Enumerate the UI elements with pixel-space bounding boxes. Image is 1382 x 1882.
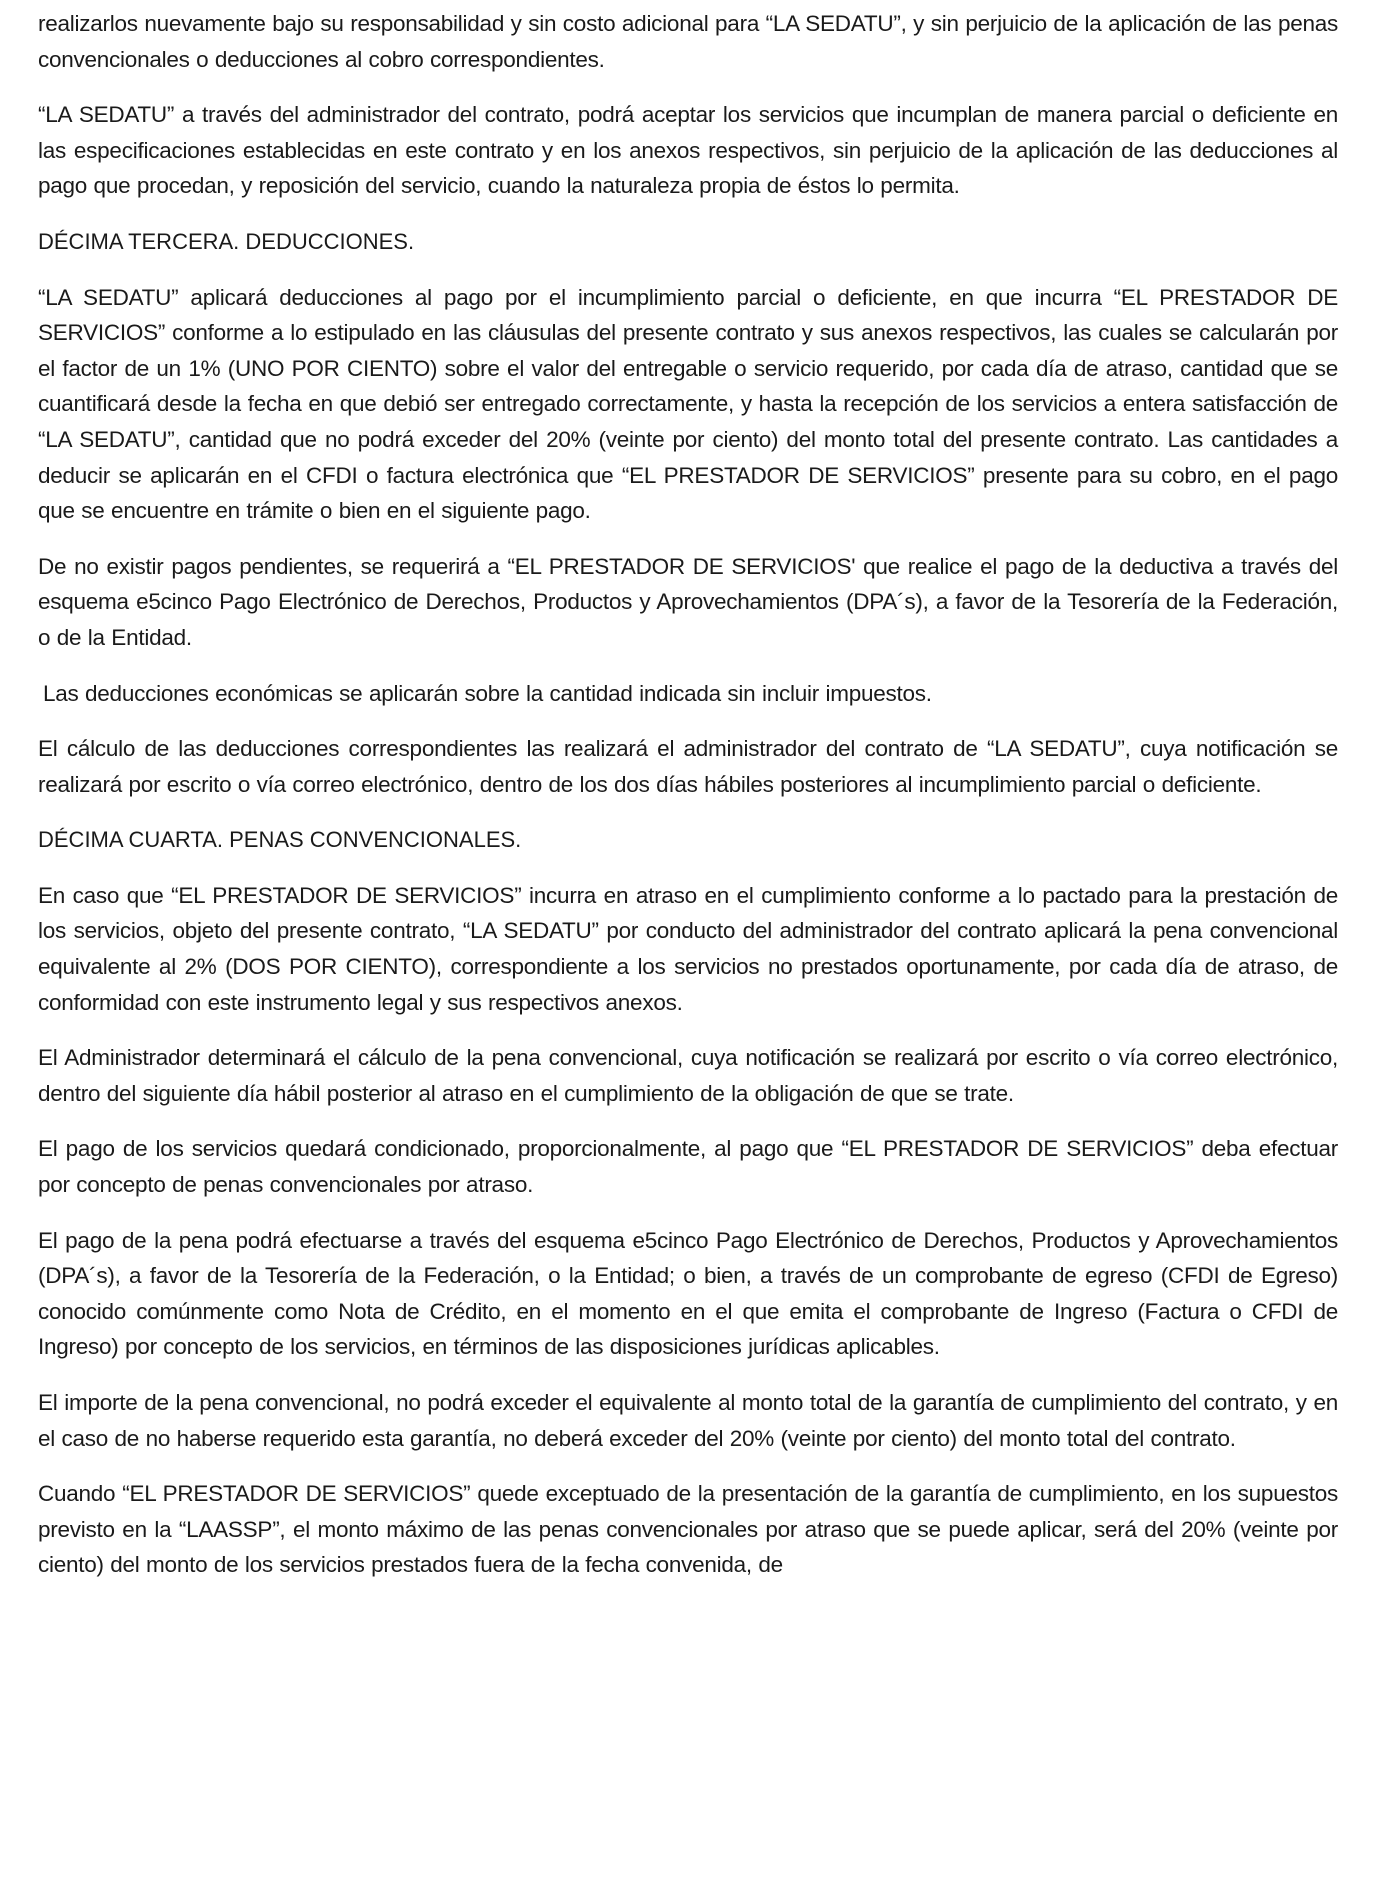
paragraph-guarantee-exception: Cuando “EL PRESTADOR DE SERVICIOS” quede exceptuado de la presentación de la garantía de cumplimiento, en los supuestos previsto en la “LAASSP”, el monto máximo de las penas convencionales por atraso que se puede aplicar, será del 20% (veinte por ciento) del monto de los servicios prestados fuera de la fecha convenida, de bbox=[38, 1481, 1338, 1578]
paragraph-no-pending-payments: De no existir pagos pendientes, se requerirá a “EL PRESTADOR DE SERVICIOS' que realice el pago de la deductiva a través del esquema e5cinco Pago Electrónico de Derechos, Productos y Aprovechamientos (DPA´s), a favor de la Tesorería de la Federación, o de la Entidad. bbox=[38, 553, 1338, 650]
paragraph-responsibility: realizarlos nuevamente bajo su responsabilidad y sin costo adicional para “LA SEDATU”, y sin perjuicio de la aplicación de las penas convencionales o deducciones al cobro correspondientes. bbox=[38, 11, 1338, 72]
paragraph-deductions-calculation: El cálculo de las deducciones correspondientes las realizará el administrador del contrato de “LA SEDATU”, cuya notificación se realizará por escrito o vía correo electrónico, dentro de los dos días hábiles posteriores al incumplimiento parcial o deficiente. bbox=[38, 736, 1338, 797]
paragraph-penalty-rate: En caso que “EL PRESTADOR DE SERVICIOS” incurra en atraso en el cumplimiento conforme a lo pactado para la prestación de los servicios, objeto del presente contrato, “LA SEDATU” por conducto del administrador del contrato aplicará la pena convencional equivalente al 2% (DOS POR CIENTO), correspondiente a los servicios no prestados oportunamente, por cada día de atraso, de conformidad con este instrumento legal y sus respectivos anexos. bbox=[38, 882, 1338, 1015]
paragraph-deductions-taxes: Las deducciones económicas se aplicarán sobre la cantidad indicada sin incluir impuestos. bbox=[43, 680, 932, 706]
section-heading-penas-convencionales: DÉCIMA CUARTA. PENAS CONVENCIONALES. bbox=[38, 827, 522, 853]
paragraph-payment-conditioned: El pago de los servicios quedará condicionado, proporcionalmente, al pago que “EL PRESTADOR DE SERVICIOS” deba efectuar por concepto de penas convencionales por atraso. bbox=[38, 1136, 1338, 1198]
section-heading-deducciones: DÉCIMA TERCERA. DEDUCCIONES. bbox=[38, 228, 415, 254]
document-page bbox=[38, 0, 1338, 1583]
paragraph-partial-acceptance: “LA SEDATU” a través del administrador del contrato, podrá aceptar los servicios que incumplan de manera parcial o deficiente en las especificaciones establecidas en este contrato y en los anexos respectivos, sin perjuicio de la aplicación de las deducciones al pago que procedan, y reposición del servicio, cuando la naturaleza propia de éstos lo permita. bbox=[38, 102, 1338, 199]
paragraph-penalty-payment-method: El pago de la pena podrá efectuarse a través del esquema e5cinco Pago Electrónico de Derechos, Productos y Aprovechamientos (DPA´s), a favor de la Tesorería de la Federación, o la Entidad; o bien, a través de un comprobante de egreso (CFDI de Egreso) conocido comúnmente como Nota de Crédito, en el momento en el que emita el comprobante de Ingreso (Factura o CFDI de Ingreso) por concepto de los servicios, en términos de las disposiciones jurídicas aplicables. bbox=[38, 1227, 1338, 1360]
paragraph-penalty-notification: El Administrador determinará el cálculo de la pena convencional, cuya notificación se realizará por escrito o vía correo electrónico, dentro del siguiente día hábil posterior al atraso en el cumplimiento de la obligación de que se trate. bbox=[38, 1045, 1338, 1106]
paragraph-penalty-limit: El importe de la pena convencional, no podrá exceder el equivalente al monto total de la garantía de cumplimiento del contrato, y en el caso de no haberse requerido esta garantía, no deberá exceder del 20% (veinte por ciento) del monto total del contrato. bbox=[38, 1390, 1338, 1451]
paragraph-deductions-rate: “LA SEDATU” aplicará deducciones al pago por el incumplimiento parcial o deficiente, en que incurra “EL PRESTADOR DE SERVICIOS” conforme a lo estipulado en las cláusulas del presente contrato y sus anexos respectivos, las cuales se calcularán por el factor de un 1% (UNO POR CIENTO) sobre el valor del entregable o servicio requerido, por cada día de atraso, cantidad que se cuantificará desde la fecha en que debió ser entregado correctamente, y hasta la recepción de los servicios a entera satisfacción de “LA SEDATU”, cantidad que no podrá exceder del 20% (veinte por ciento) del monto total del presente contrato. Las cantidades a deducir se aplicarán en el CFDI o factura electrónica que “EL PRESTADOR DE SERVICIOS” presente para su cobro, en el pago que se encuentre en trámite o bien en el siguiente pago. bbox=[38, 284, 1338, 524]
